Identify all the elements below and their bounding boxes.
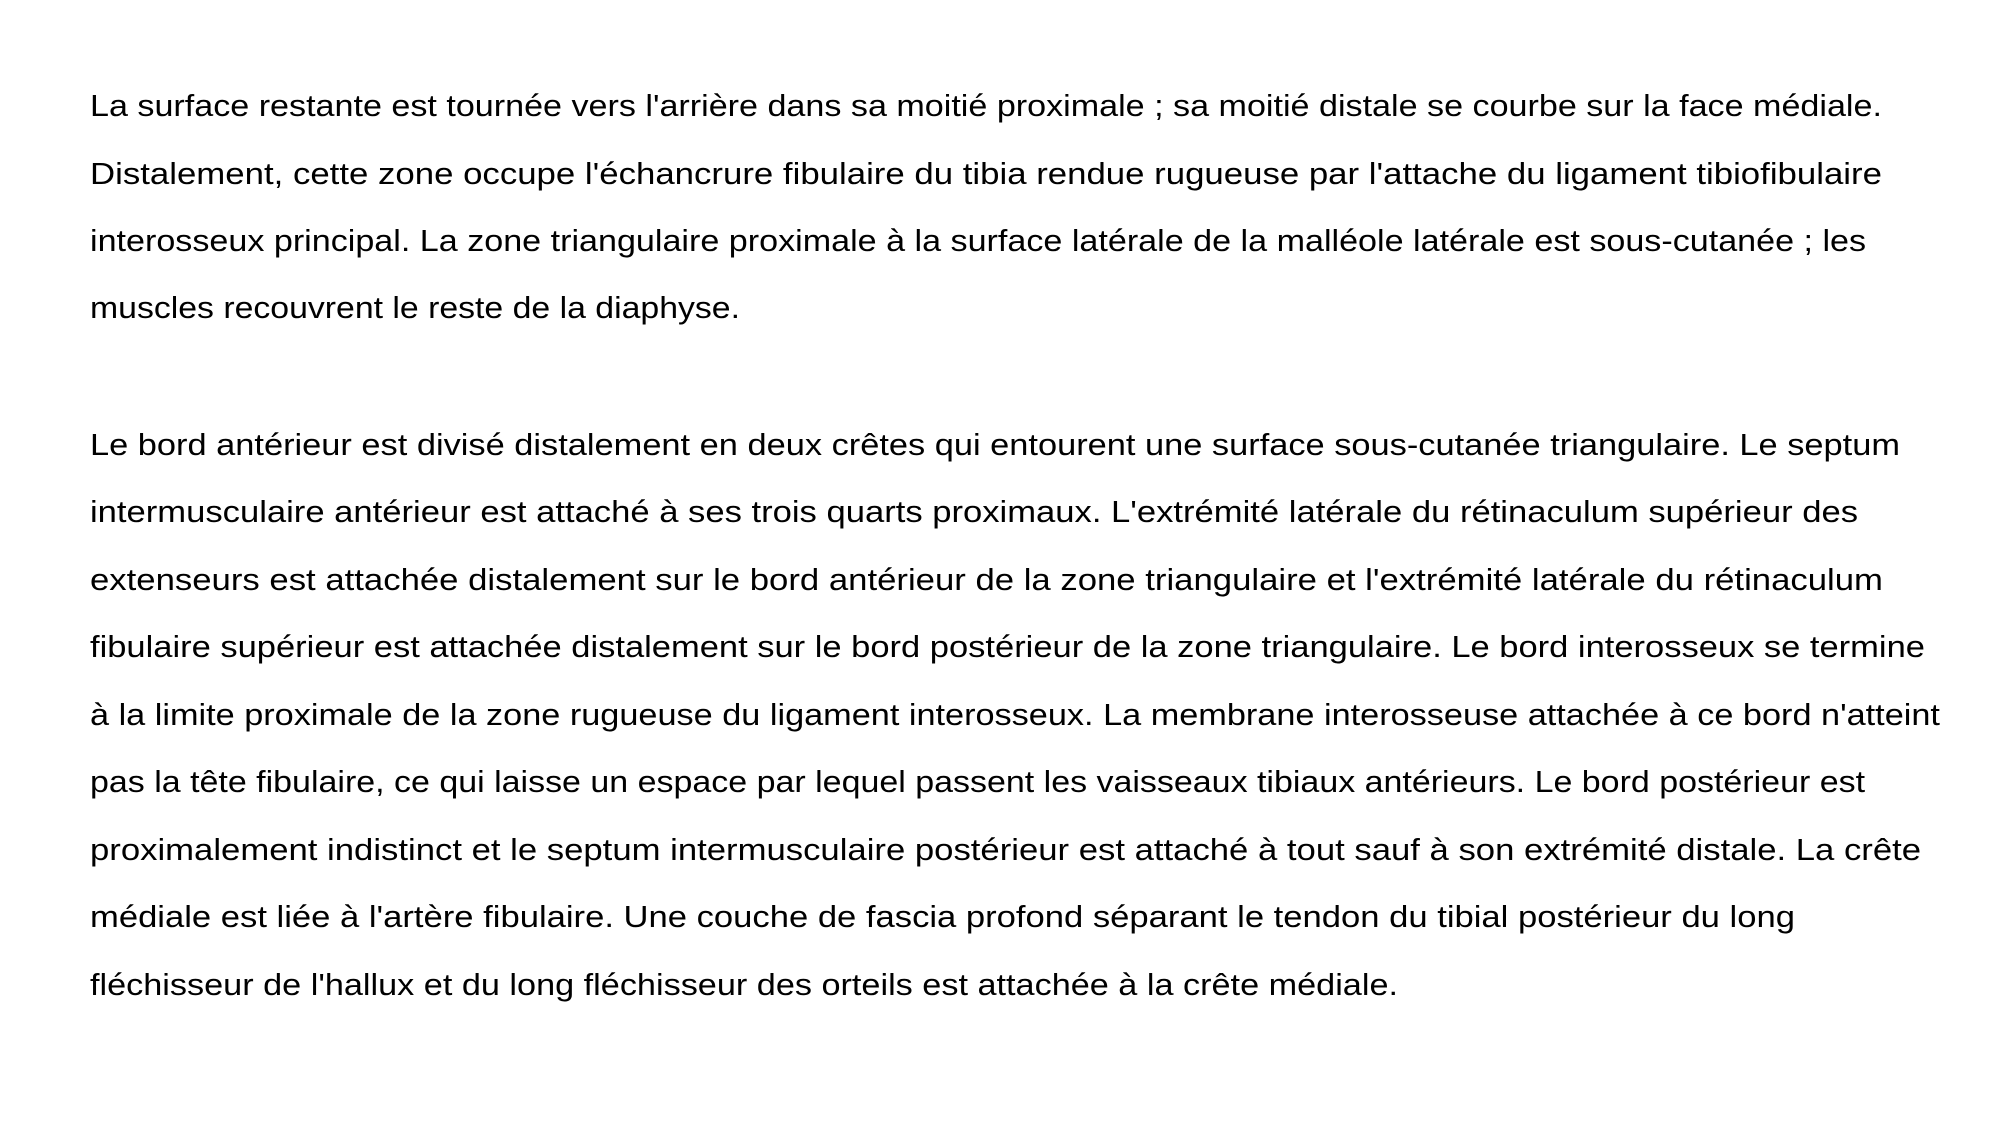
text-line: La surface restante est tournée vers l'arrière dans sa moitié proximale ; sa moitié distale se courbe sur la face médiale. — [90, 87, 1882, 123]
text-line: fibulaire supérieur est attachée distalement sur le bord postérieur de la zone triangulaire. Le bord interosseux se termine — [90, 628, 1925, 664]
text-line: à la limite proximale de la zone rugueuse du ligament interosseux. La membrane interosseuse attachée à ce bord n'atteint — [90, 696, 1940, 732]
text-line: pas la tête fibulaire, ce qui laisse un espace par lequel passent les vaisseaux tibiaux antérieurs. Le bord postérieur est — [90, 763, 1866, 799]
text-line: médiale est liée à l'artère fibulaire. Une couche de fascia profond séparant le tendon du tibial postérieur du long — [90, 898, 1795, 934]
text-line: fléchisseur de l'hallux et du long fléchisseur des orteils est attachée à la crête médiale. — [90, 966, 1399, 1002]
text-line: Distalement, cette zone occupe l'échancrure fibulaire du tibia rendue rugueuse par l'attache du ligament tibiofibulaire — [90, 155, 1882, 191]
text-line: intermusculaire antérieur est attaché à ses trois quarts proximaux. L'extrémité latérale du rétinaculum supérieur des — [90, 493, 1859, 529]
text-line: proximalement indistinct et le septum intermusculaire postérieur est attaché à tout sauf à son extrémité distale. La crête — [90, 831, 1922, 867]
text-line: extenseurs est attachée distalement sur le bord antérieur de la zone triangulaire et l'extrémité latérale du rétinaculum — [90, 561, 1883, 597]
text-line: Le bord antérieur est divisé distalement en deux crêtes qui entourent une surface sous-cutanée triangulaire. Le septum — [90, 426, 1900, 462]
text-line: interosseux principal. La zone triangulaire proximale à la surface latérale de la malléole latérale est sous-cutanée ; les — [90, 222, 1867, 258]
text-line: muscles recouvrent le reste de la diaphyse. — [90, 289, 740, 325]
